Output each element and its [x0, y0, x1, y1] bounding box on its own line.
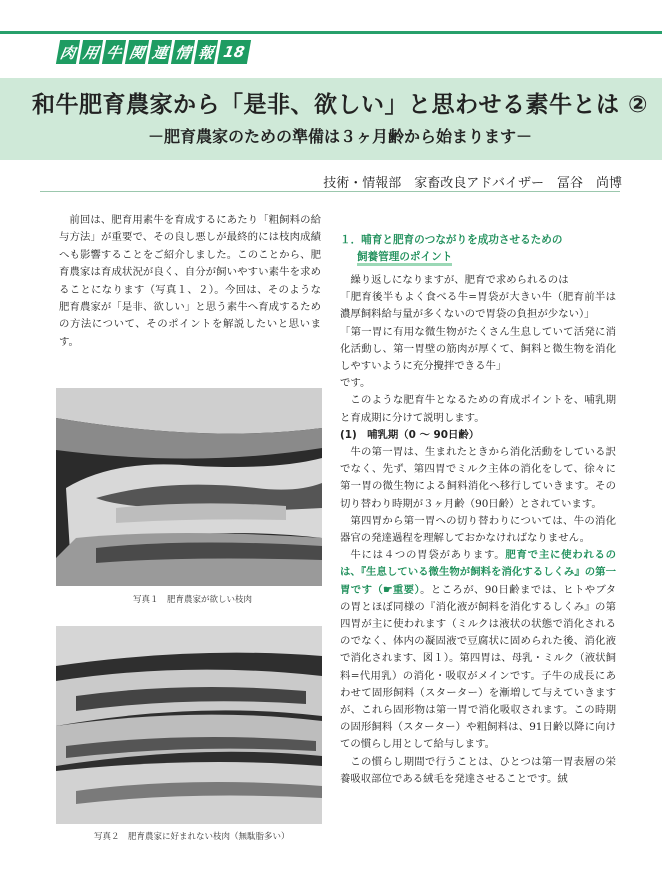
series-number: 18	[217, 40, 251, 64]
series-char: 用	[79, 40, 103, 64]
header-rule	[40, 191, 620, 192]
article-subtitle: －肥育農家のための準備は３ヶ月齢から始まります－	[147, 127, 532, 146]
section-heading-line1: １．哺育と肥育のつながりを成功させるための	[340, 234, 563, 246]
series-char: 牛	[102, 40, 126, 64]
series-char: 報	[194, 40, 218, 64]
section-column	[340, 232, 616, 788]
paragraph: 第四胃から第一胃への切り替わりについては、牛の消化器官の発達過程を理解しておかなければなりません。	[340, 514, 616, 545]
section-heading	[340, 232, 616, 266]
series-char: 関	[125, 40, 149, 64]
series-char: 連	[148, 40, 172, 64]
intro-paragraph: 前回は、肥育用素牛を育成するにあたり「粗飼料の給与方法」が重要で、その良し悪しが最終的には枝肉成績へも影響することをご紹介しました。このことから、肥育農家は育成状況が良く、自分が飼いやすい素牛を求めることになります（写真１、２）。今回は、そのような肥育農家が「是非、欲しい」と思う素牛へ育成するための方法について、そのポイントを解説したいと思います。	[59, 214, 321, 348]
series-label	[58, 40, 249, 66]
paragraph: 牛には４つの胃袋があります。肥育で主に使われるのは、『生息している微生物が飼料を消化するしくみ』の第一胃です（☛重要）。ところが、90日齢までは、ヒトやブタの胃とほぼ同様の『消化液が飼料を消化するしくみ』の第四胃が主に使われます（ミルクは液状の状態で消化されるのでなく、体内の凝固液で豆腐状に固められた後、消化液で消化されます、図１）。第四胃は、母乳・ミルク（液状飼料=代用乳）の消化・吸収がメインです。子牛の成長にあわせて固形飼料（スターター）を漸増して与えていきますが、これら固形物は第一胃で消化吸収されます。この時期の固形飼料（スターター）や粗飼料は、91日齢以降に向けての慣らし用として給与します。	[340, 549, 617, 751]
subsection-heading: (1) 哺乳期（0 ～ 90日齢）	[340, 428, 480, 441]
series-char: 肉	[56, 40, 80, 64]
photo2-caption: 写真２ 肥育農家に好まれない枝肉（無駄脂多い）	[94, 832, 290, 842]
quote: 「第一胃に有用な微生物がたくさん生息していて活発に消化活動し、第一胃壁の筋肉が厚くて、飼料と微生物を消化しやすいように充分攪拌できる牛」	[340, 325, 616, 373]
highlight-text: 肥育で主に使われるのは、『生息している微生物が飼料を消化するしくみ』の第一胃です（☛重要）	[340, 549, 617, 596]
photo1-caption: 写真１ 肥育農家が欲しい枝肉	[133, 595, 253, 605]
paragraph: です。	[340, 377, 371, 390]
paragraph: このような肥育牛となるための育成ポイントを、哺乳期と育成期に分けて説明します。	[340, 394, 616, 424]
top-rule	[0, 31, 662, 34]
quote: 「肥育後半もよく食べる牛=胃袋が大きい牛（肥育前半は濃厚飼料給与量が多くないので胃袋の負担が少ない）」	[340, 291, 616, 321]
photo-undesired-carcass	[56, 626, 322, 824]
paragraph: 繰り返しになりますが、肥育で求められるのは	[350, 274, 569, 286]
photo-desired-carcass	[56, 388, 322, 586]
author-line: 技術・情報部 家畜改良アドバイザー 冨谷 尚博	[323, 176, 622, 191]
article-title: 和牛肥育農家から「是非、欲しい」と思わせる素牛とは ②	[32, 92, 648, 118]
series-char: 情	[171, 40, 195, 64]
section-heading-line2: 飼養管理のポイント	[357, 251, 452, 266]
paragraph: 牛の第一胃は、生まれたときから消化活動をしている訳でなく、先ず、第四胃でミルク主体の消化をして、徐々に第一胃の微生物による飼料消化へ移行していきます。その切り替わり時期が３ヶ月齢（90日齢）とされています。	[340, 446, 616, 510]
paragraph: この慣らし期間で行うことは、ひとつは第一胃表層の栄養吸収部位である絨毛を発達させることです。絨	[340, 755, 616, 785]
